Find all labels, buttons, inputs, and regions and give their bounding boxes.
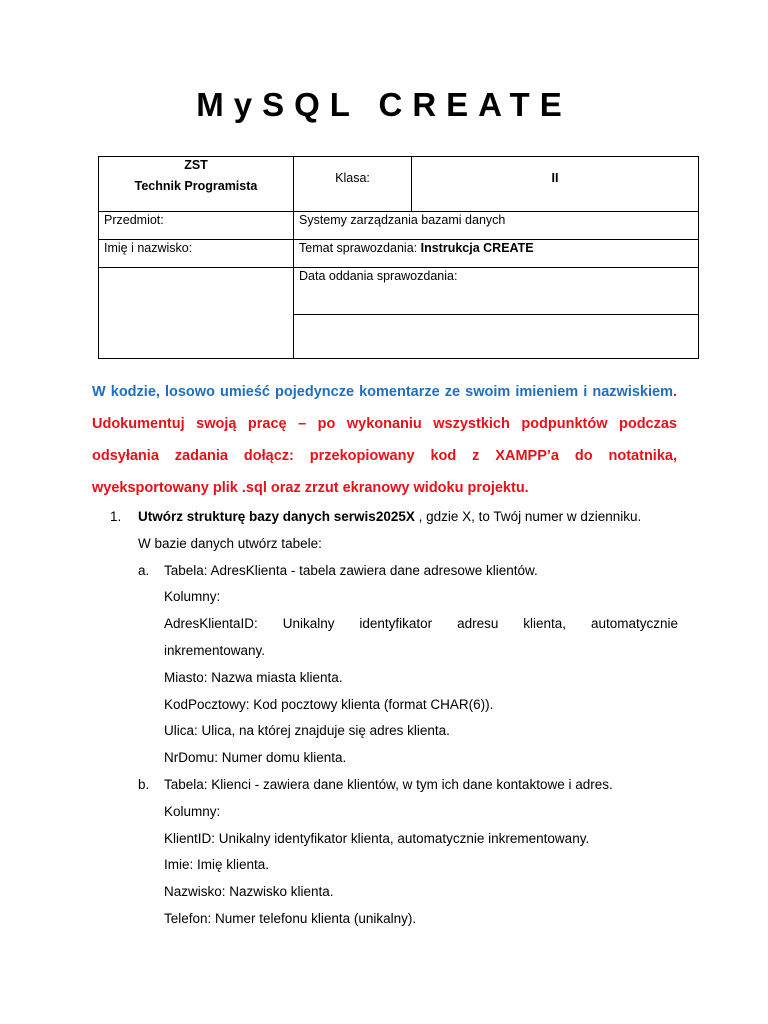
task-number: 1. — [110, 509, 122, 524]
column-desc: Telefon: Numer telefonu klienta (unikalny). — [164, 910, 417, 926]
column-desc: AdresKlientaID: Unikalny identyfikator adresu klienta, automatycznie — [164, 616, 678, 632]
task-rest-text: , gdzie X, to Twój numer w dzienniku. — [414, 509, 642, 524]
subtask-a — [138, 558, 678, 585]
subtask-heading: Tabela: AdresKlienta - tabela zawiera dane adresowe klientów. — [164, 562, 538, 578]
name-field[interactable] — [99, 268, 294, 359]
school-cell — [99, 157, 294, 212]
document-title: MySQL CREATE — [196, 86, 572, 123]
przedmiot-label: Przedmiot: — [99, 212, 294, 240]
column-desc: NrDomu: Numer domu klienta. — [164, 750, 347, 766]
temat-value: Instrukcja CREATE — [420, 241, 534, 255]
column-desc: Imie: Imię klienta. — [164, 857, 270, 873]
column-desc: inkrementowany. — [164, 642, 266, 658]
intro-red-dot: . — [672, 384, 677, 400]
school-name: ZST — [184, 158, 208, 172]
klasa-label: Klasa: — [294, 157, 412, 212]
task-line2: W bazie danych utwórz tabele: — [138, 535, 322, 551]
subtask-heading: Tabela: Klienci - zawiera dane klientów, w tym ich dane kontaktowe i adres. — [164, 776, 613, 792]
subtask-letter: b. — [138, 776, 150, 792]
data-label: Data oddania sprawozdania: — [294, 268, 699, 315]
date-field[interactable] — [294, 315, 699, 359]
column-desc: KlientID: Unikalny identyfikator klienta, automatycznie inkrementowany. — [164, 830, 590, 846]
imie-label: Imię i nazwisko: — [99, 240, 294, 268]
column-desc: Nazwisko: Nazwisko klienta. — [164, 884, 334, 900]
info-table — [98, 156, 699, 359]
temat-label: Temat sprawozdania: — [299, 241, 418, 255]
intro-red-text: Udokumentuj swoją pracę – po wykonaniu wszystkich podpunktów podczas odsyłania zadania dołącz: przekopiowany kod z XAMPP’a do notatnika, wyeksportowany plik .sql oraz zrzut ekranowy widoku projektu. — [92, 416, 677, 496]
subtask-b — [138, 772, 678, 799]
task-1 — [110, 504, 678, 531]
kolumny-label: Kolumny: — [164, 803, 221, 819]
subtask-letter: a. — [138, 562, 150, 578]
klasa-value: II — [412, 157, 699, 212]
intro-blue-text: W kodzie, losowo umieść pojedyncze komentarze ze swoim imieniem i nazwiskiem — [92, 384, 673, 400]
column-desc: Miasto: Nazwa miasta klienta. — [164, 669, 343, 685]
task-bold-text: Utwórz strukturę bazy danych serwis2025X — [138, 509, 415, 524]
program-name: Technik Programista — [134, 179, 258, 193]
temat-cell — [294, 240, 699, 268]
intro-paragraph — [92, 376, 677, 504]
task-list — [110, 504, 678, 933]
column-desc: Ulica: Ulica, na której znajduje się adres klienta. — [164, 723, 450, 739]
column-desc: KodPocztowy: Kod pocztowy klienta (format CHAR(6)). — [164, 696, 494, 712]
przedmiot-value: Systemy zarządzania bazami danych — [294, 212, 699, 240]
kolumny-label: Kolumny: — [164, 589, 221, 605]
